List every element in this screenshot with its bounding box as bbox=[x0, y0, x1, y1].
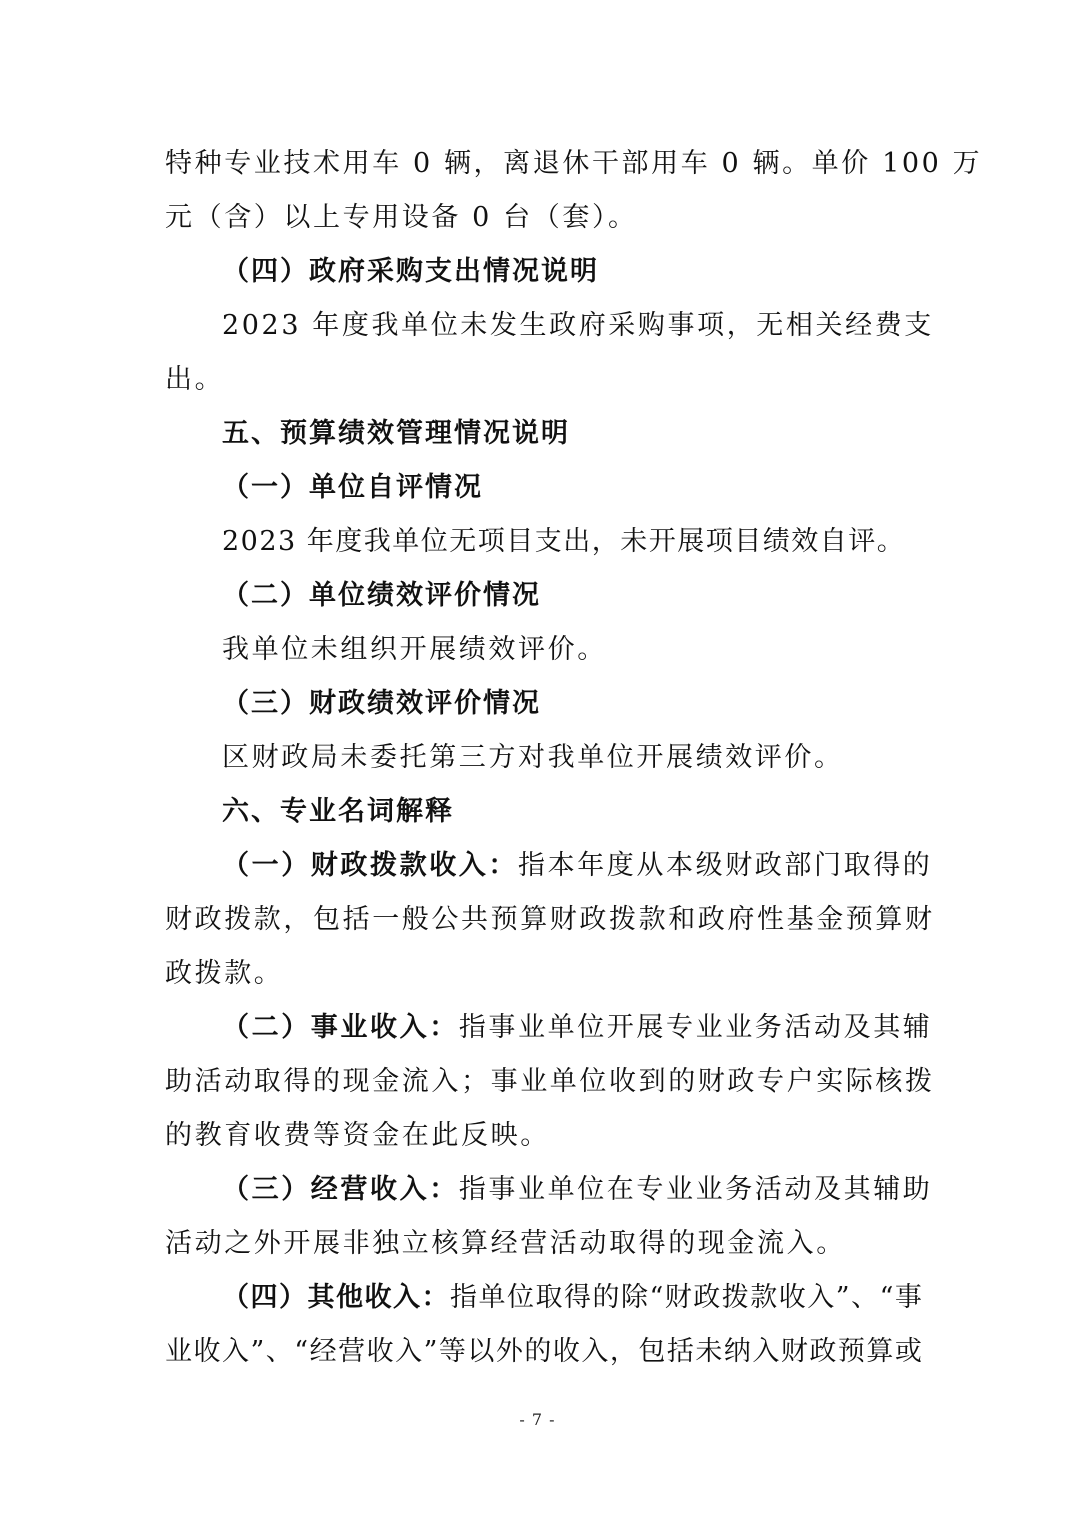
section-heading-performance-management: 五、预算绩效管理情况说明 bbox=[222, 418, 570, 449]
section-heading-government-procurement: （四）政府采购支出情况说明 bbox=[222, 256, 599, 287]
term-text: 指单位取得的除“财政拨款收入”、“事 bbox=[450, 1282, 924, 1313]
term-label: （三）经营收入： bbox=[222, 1174, 459, 1205]
subsection-heading-finance-evaluation: （三）财政绩效评价情况 bbox=[222, 688, 541, 719]
term-label: （一）财政拨款收入： bbox=[222, 850, 518, 881]
body-text-line: 区财政局未委托第三方对我单位开展绩效评价。 bbox=[222, 742, 844, 773]
body-text-line: 我单位未组织开展绩效评价。 bbox=[222, 634, 607, 665]
page-number: - 7 - bbox=[519, 1410, 556, 1429]
body-text-line: 助活动取得的现金流入；事业单位收到的财政专户实际核拨 bbox=[165, 1066, 935, 1097]
body-text-line: 元（含）以上专用设备 0 台（套）。 bbox=[165, 202, 638, 233]
term-text: 指事业单位在专业业务活动及其辅助 bbox=[458, 1174, 933, 1205]
subsection-heading-self-evaluation: （一）单位自评情况 bbox=[222, 472, 483, 503]
term-text: 指事业单位开展专业业务活动及其辅 bbox=[458, 1012, 933, 1043]
body-text-line: 特种专业技术用车 0 辆，离退休干部用车 0 辆。单价 100 万 bbox=[165, 148, 983, 179]
body-text-line: 政拨款。 bbox=[165, 958, 284, 989]
term-definition-line bbox=[222, 1170, 933, 1210]
body-text-line: 2023 年度我单位未发生政府采购事项，无相关经费支 bbox=[222, 310, 934, 341]
body-text-line: 2023 年度我单位无项目支出，未开展项目绩效自评。 bbox=[222, 526, 906, 557]
term-text: 指本年度从本级财政部门取得的 bbox=[518, 850, 933, 881]
section-heading-terminology: 六、专业名词解释 bbox=[222, 796, 454, 827]
term-definition-line bbox=[222, 846, 933, 886]
term-label: （四）其他收入： bbox=[222, 1282, 450, 1313]
term-label: （二）事业收入： bbox=[222, 1012, 459, 1043]
body-text-line: 财政拨款，包括一般公共预算财政拨款和政府性基金预算财 bbox=[165, 904, 935, 935]
subsection-heading-unit-evaluation: （二）单位绩效评价情况 bbox=[222, 580, 541, 611]
body-text-line: 的教育收费等资金在此反映。 bbox=[165, 1120, 550, 1151]
body-text-line: 业收入”、“经营收入”等以外的收入，包括未纳入财政预算或 bbox=[165, 1336, 924, 1367]
body-text-line: 活动之外开展非独立核算经营活动取得的现金流入。 bbox=[165, 1228, 846, 1259]
term-definition-line bbox=[222, 1008, 933, 1048]
term-definition-line bbox=[222, 1278, 922, 1318]
body-text-line: 出。 bbox=[165, 364, 225, 395]
